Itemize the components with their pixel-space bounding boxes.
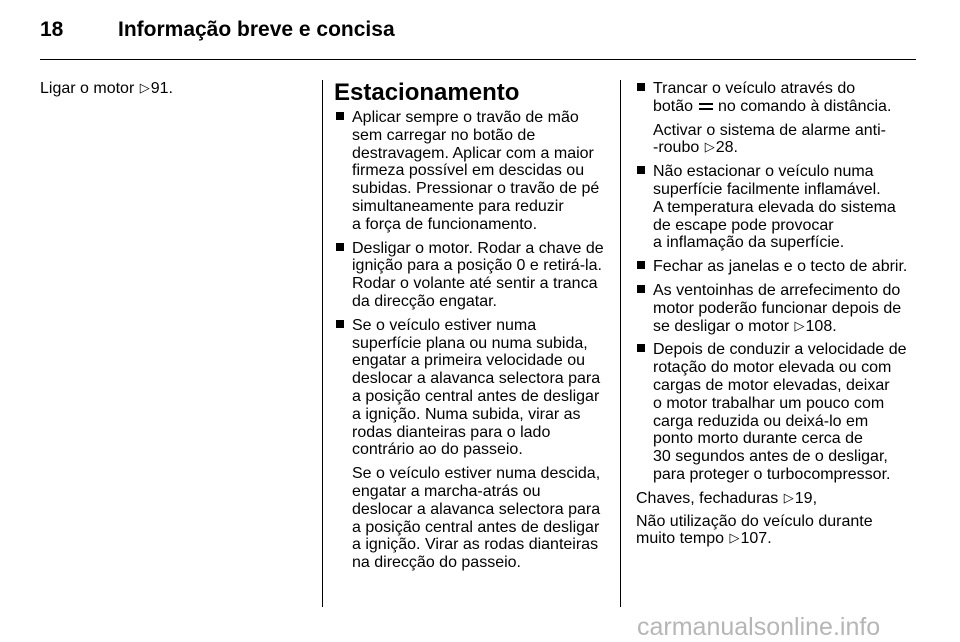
section-title-estacionamento: Estacionamento <box>334 79 520 106</box>
bullet-square-icon <box>336 112 344 120</box>
list-item: Depois de conduzir a velocidade de rotação do motor elevada ou com cargas de motor elevadas, deixar o motor trabalhar um pouco com carga reduzida ou deixá-lo em ponto morto durante cerca de 30 segundos antes de o desligar, para proteger o turbocompressor. <box>636 341 926 483</box>
fans-page-ref[interactable]: 108. <box>805 317 837 335</box>
column-1 <box>40 80 315 103</box>
chaves-reference: Chaves, fechaduras ▷19, <box>636 489 818 507</box>
parking-bullet-list-continued <box>636 80 926 484</box>
watermark: carmanualsonline.info <box>637 613 881 641</box>
nao-utilizacao-reference: Não utilização do veículo durante muito tempo ▷107. <box>636 512 873 548</box>
ligar-motor-reference: Ligar o motor ▷91. <box>40 80 173 97</box>
bullet-subparagraph: Se o veículo estiver numa descida, engatar a marcha-atrás ou deslocar a alavanca selectora para a posição central antes de desligar a ignição. Virar as rodas dianteiras na direcção do passeio. <box>352 465 601 572</box>
bullet-square-icon <box>637 285 645 293</box>
bullet-square-icon <box>336 243 344 251</box>
alarm-page-ref[interactable]: 28. <box>715 139 738 157</box>
bullet-square-icon <box>336 320 344 328</box>
list-item: Fechar as janelas e o tecto de abrir. <box>636 258 926 276</box>
column-3 <box>636 80 926 553</box>
bullet-square-icon <box>637 166 645 174</box>
column-divider-left <box>322 80 323 607</box>
page-reference-arrow-icon: ▷ <box>783 489 794 505</box>
list-item: Aplicar sempre o travão de mão sem carregar no botão de destravagem. Aplicar com a maior firmeza possível em descidas ou subidas. Pressionar o travão de pé simultaneamente para reduzir a força de funcionamento. <box>335 109 615 234</box>
page-reference-arrow-icon: ▷ <box>139 80 150 95</box>
parking-bullet-list <box>335 109 615 572</box>
header-rule <box>40 59 916 60</box>
bullet-square-icon <box>637 83 645 91</box>
lock-button-icon <box>699 102 713 112</box>
page-reference-arrow-icon: ▷ <box>729 530 740 546</box>
nao-utilizacao-page-ref[interactable]: 107. <box>740 530 772 548</box>
ligar-motor-page-ref[interactable]: 91. <box>150 80 173 97</box>
chaves-page-ref[interactable]: 19, <box>794 489 818 507</box>
page-reference-arrow-icon: ▷ <box>704 139 715 155</box>
bullet-subparagraph: Activar o sistema de alarme anti- -roubo ▷28. <box>653 121 886 157</box>
column-divider-right <box>620 80 621 607</box>
page-reference-arrow-icon: ▷ <box>794 317 805 333</box>
bullet-square-icon <box>637 261 645 269</box>
list-item: Se o veículo estiver numa superfície plana ou numa subida, engatar a primeira velocidade ou deslocar a alavanca selectora para a posição central antes de desligar a ignição. Numa subida, virar as rodas dianteiras para o lado contrário ao do passeio. Se o veículo estiver numa descida, engatar a marcha-atrás ou deslocar a alavanca selectora para a posição central antes de desligar a ignição. Virar as rodas dianteiras na direcção do passeio. <box>335 317 615 572</box>
list-item: Trancar o veículo através do botão no comando à distância. Activar o sistema de alarme anti- -roubo ▷28. <box>636 80 926 157</box>
list-item: Não estacionar o veículo numa superfície facilmente inflamável. A temperatura elevada do sistema de escape pode provocar a inflamação da superfície. <box>636 163 926 252</box>
list-item: Desligar o motor. Rodar a chave de ignição para a posição 0 e retirá-la. Rodar o volante até sentir a tranca da direcção engatar. <box>335 240 615 311</box>
list-item: As ventoinhas de arrefecimento do motor poderão funcionar depois de se desligar o motor ▷108. <box>636 282 926 335</box>
page-number: 18 <box>40 18 64 41</box>
bullet-square-icon <box>637 344 645 352</box>
page-title: Informação breve e concisa <box>118 18 395 41</box>
column-2 <box>335 80 615 578</box>
